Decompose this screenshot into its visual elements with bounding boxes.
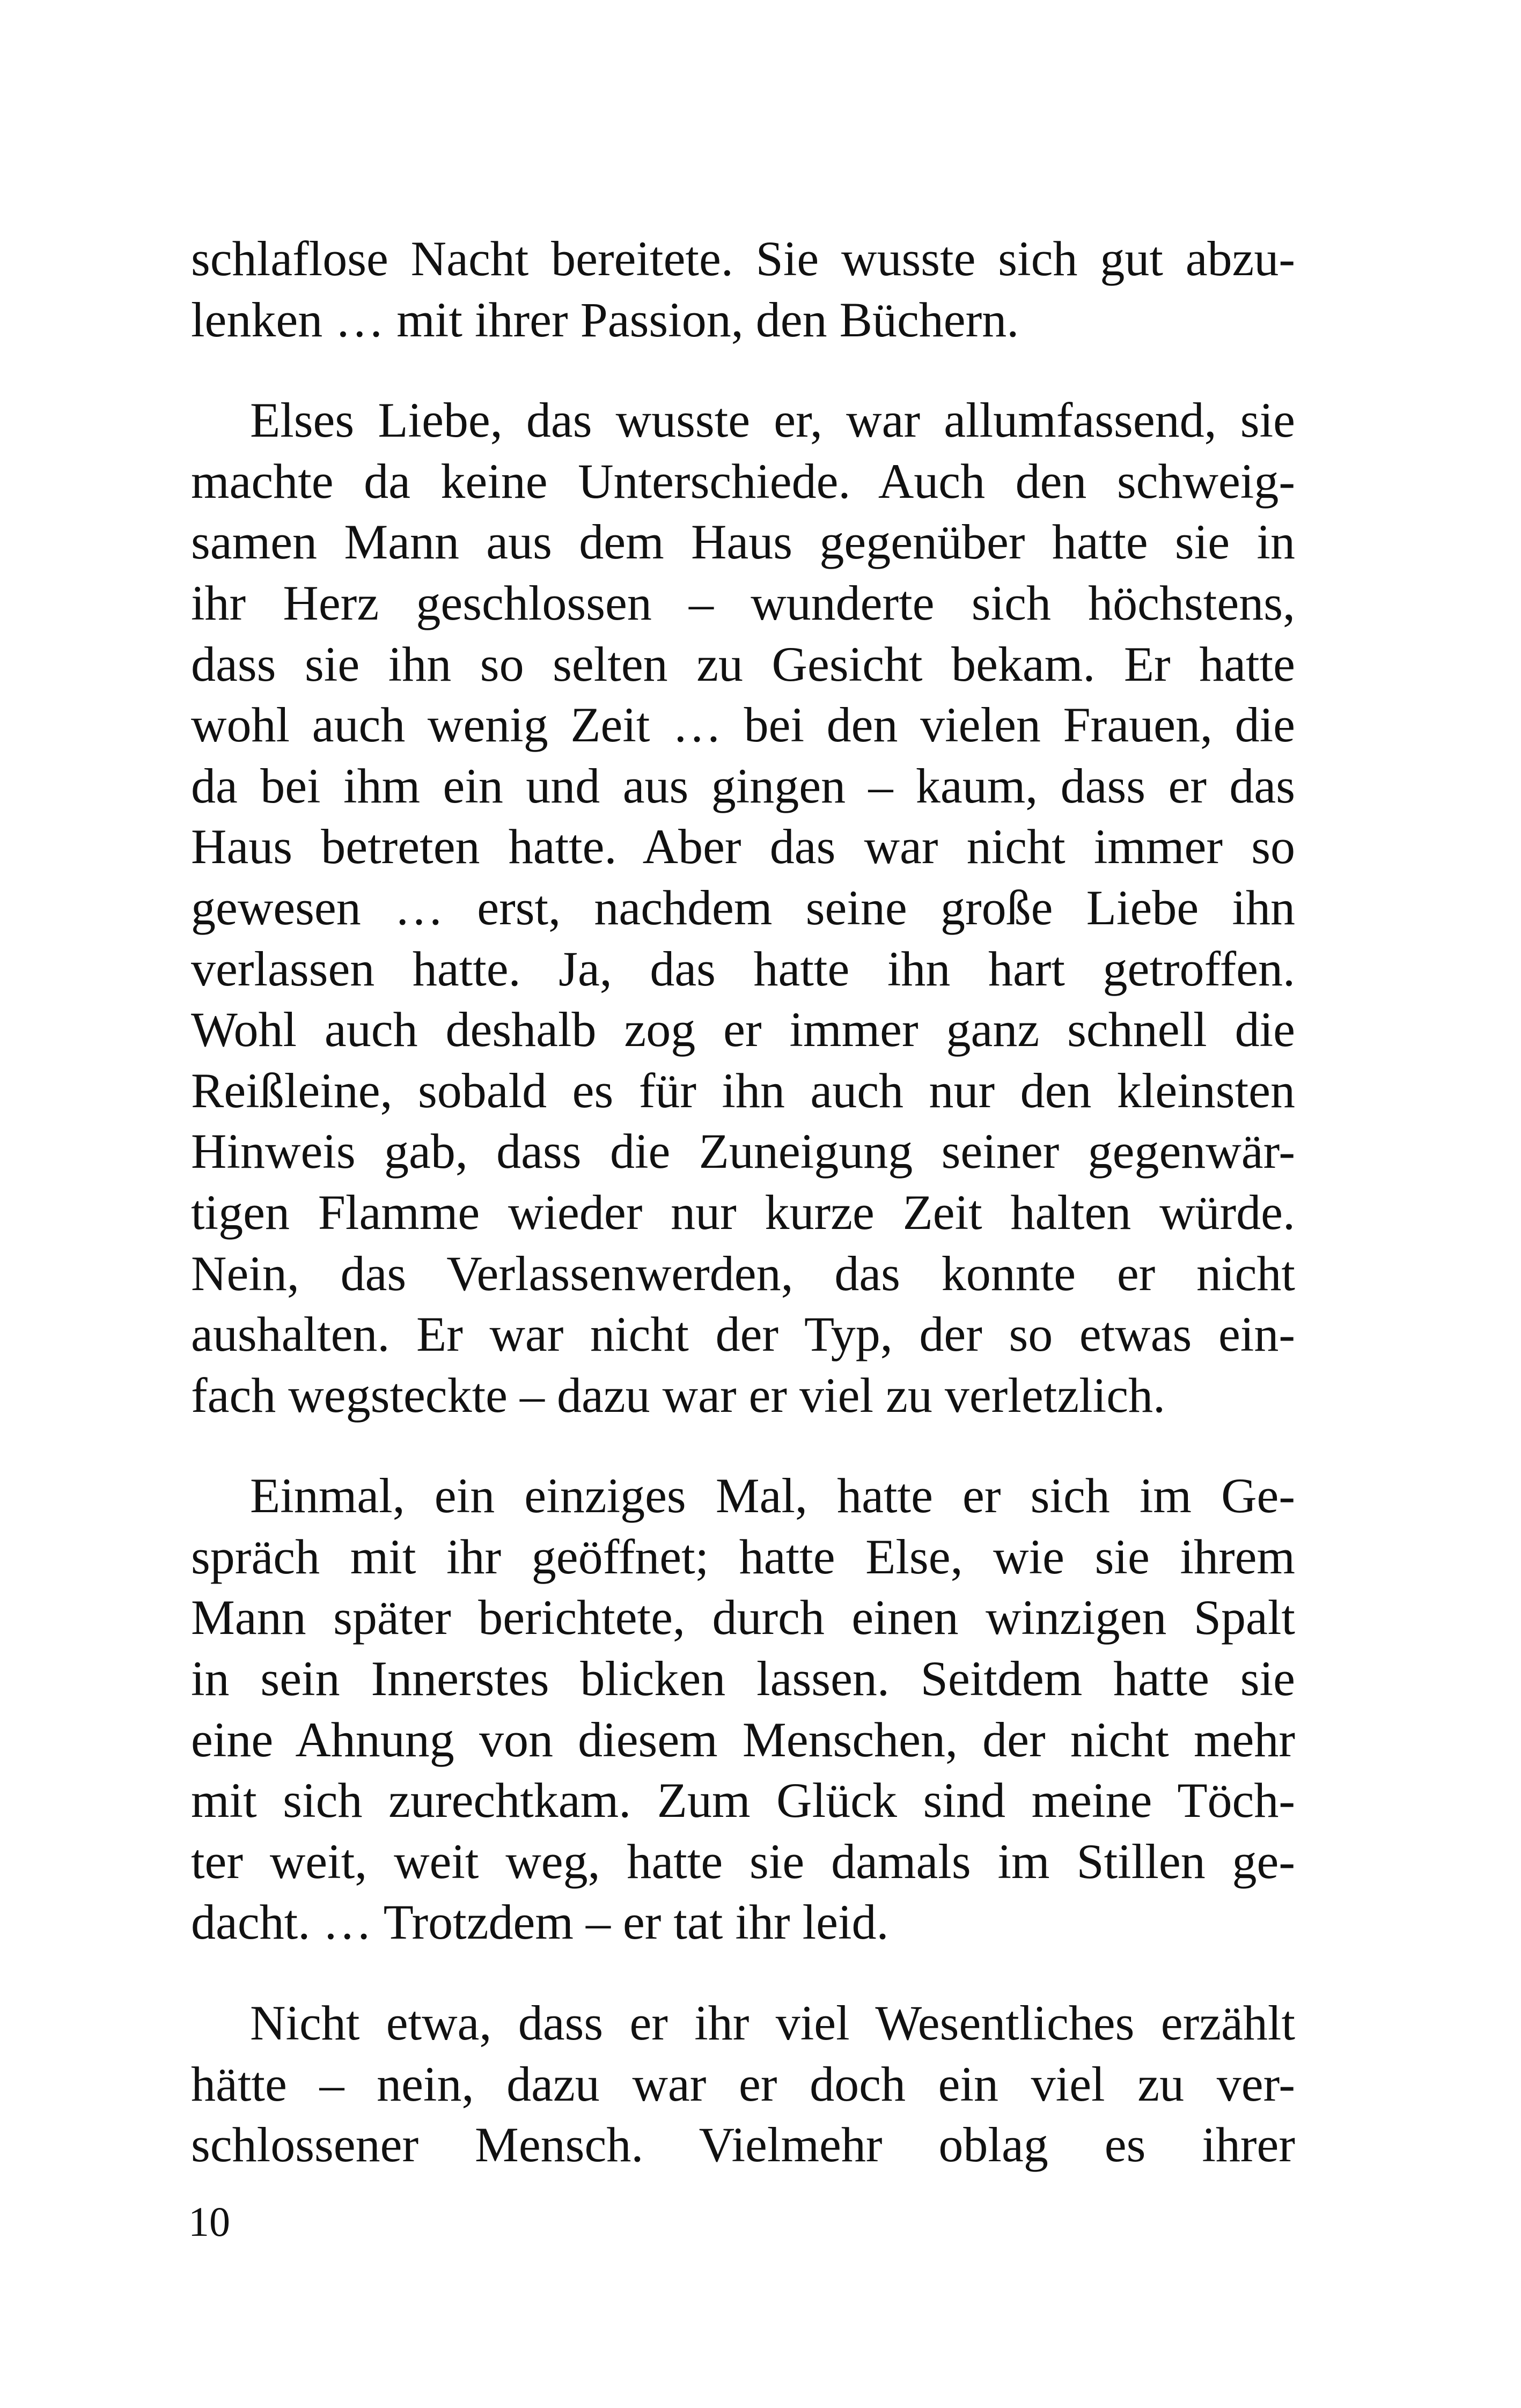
text-line: schlossener Mensch. Vielmehr oblag es ihrer — [191, 2117, 1295, 2173]
text-line: in sein Innerstes blicken lassen. Seitdem hatte sie — [191, 1651, 1295, 1706]
text-line: Wohl auch deshalb zog er immer ganz schnell die — [191, 1002, 1295, 1057]
text-line: fach wegsteckte – dazu war er viel zu verletzlich. — [191, 1367, 1166, 1423]
text-line: Nein, das Verlassenwerden, das konnte er nicht — [191, 1246, 1295, 1301]
text-line: Haus betreten hatte. Aber das war nicht immer so — [191, 819, 1295, 874]
text-line: Nicht etwa, dass er ihr viel Wesentliches erzählt — [250, 1995, 1295, 2051]
text-line: machte da keine Unterschiede. Auch den schweig- — [191, 453, 1295, 509]
text-line: hätte – nein, dazu war er doch ein viel zu ver- — [191, 2056, 1295, 2111]
text-line: verlassen hatte. Ja, das hatte ihn hart getroffen. — [191, 941, 1295, 996]
text-line: dass sie ihn so selten zu Gesicht bekam. Er hatte — [191, 636, 1295, 691]
paragraph-1 — [191, 229, 1295, 350]
text-line: Elses Liebe, das wusste er, war allumfassend, sie — [250, 393, 1295, 448]
text-line: mit sich zurechtkam. Zum Glück sind meine Töch- — [191, 1773, 1295, 1828]
text-line: aushalten. Er war nicht der Typ, der so etwas ein- — [191, 1307, 1295, 1362]
text-line: samen Mann aus dem Haus gegenüber hatte sie in — [191, 514, 1295, 570]
text-line: Hinweis gab, dass die Zuneigung seiner gegenwär- — [191, 1124, 1295, 1179]
text-line: schlaflose Nacht bereitete. Sie wusste sich gut abzu- — [191, 231, 1295, 286]
text-line: Mann später berichtete, durch einen winzigen Spalt — [191, 1590, 1295, 1645]
text-line: Einmal, ein einziges Mal, hatte er sich im Ge- — [250, 1468, 1295, 1523]
text-line: lenken … mit ihrer Passion, den Büchern. — [191, 292, 1019, 347]
page-body-text — [191, 229, 1295, 2176]
paragraph-2 — [191, 390, 1295, 1426]
text-line: tigen Flamme wieder nur kurze Zeit halten würde. — [191, 1184, 1295, 1240]
text-line: ter weit, weit weg, hatte sie damals im Stillen ge- — [191, 1833, 1295, 1889]
text-line: da bei ihm ein und aus gingen – kaum, dass er das — [191, 758, 1295, 813]
page-number: 10 — [188, 2198, 230, 2245]
text-line: spräch mit ihr geöffnet; hatte Else, wie sie ihrem — [191, 1529, 1295, 1584]
text-line: ihr Herz geschlossen – wunderte sich höchstens, — [191, 575, 1295, 630]
text-line: dacht. … Trotzdem – er tat ihr leid. — [191, 1895, 889, 1950]
text-line: gewesen … erst, nachdem seine große Liebe ihn — [191, 880, 1295, 935]
paragraph-3 — [191, 1466, 1295, 1953]
text-line: eine Ahnung von diesem Menschen, der nicht mehr — [191, 1712, 1295, 1767]
text-line: Reißleine, sobald es für ihn auch nur den kleinsten — [191, 1063, 1295, 1118]
paragraph-4 — [191, 1993, 1295, 2176]
text-line: wohl auch wenig Zeit … bei den vielen Frauen, die — [191, 697, 1295, 753]
